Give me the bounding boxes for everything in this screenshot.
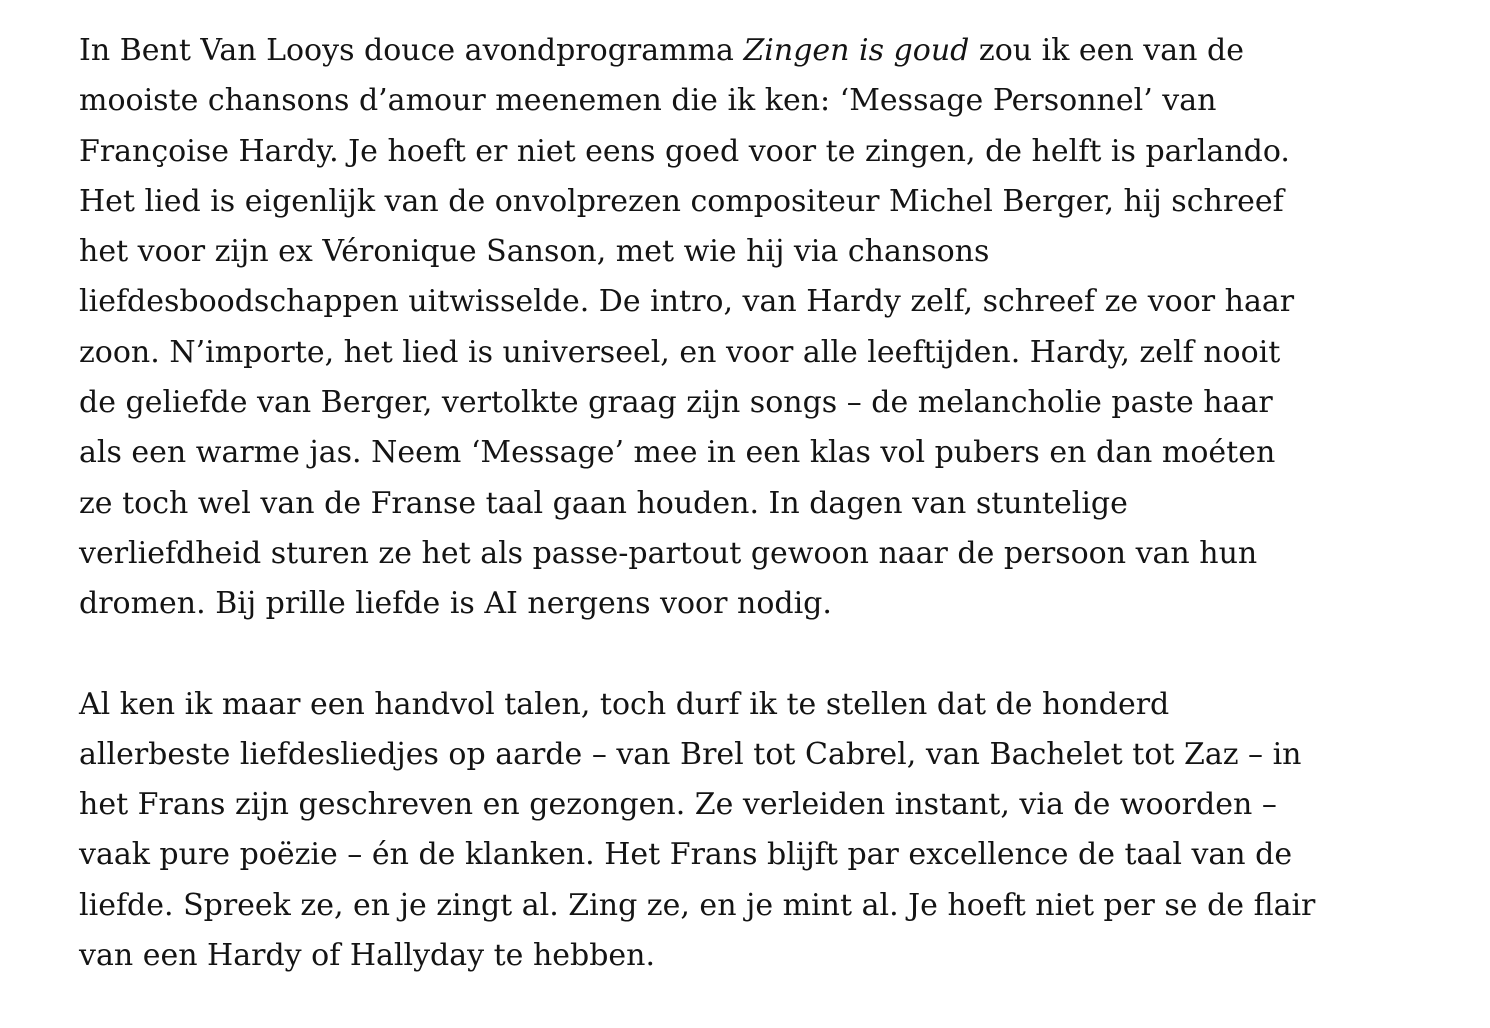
text-line: Al ken ik maar een handvol talen, toch durf ik te stellen dat de honderd (79, 686, 1170, 722)
paragraph-hardy-message-personnel (79, 26, 1359, 630)
text-line: Françoise Hardy. Je hoeft er niet eens goed voor te zingen, de helft is parlando. (79, 133, 1290, 169)
text-line: zoon. N’importe, het lied is universeel, en voor alle leeftijden. Hardy, zelf nooit (79, 334, 1281, 370)
text-segment: In Bent Van Looys douce avondprogramma (79, 33, 744, 68)
text-line: het voor zijn ex Véronique Sanson, met wie hij via chansons (79, 234, 990, 270)
text-line: liefdesboodschappen uitwisselde. De intro, van Hardy zelf, schreef ze voor haar (79, 284, 1295, 320)
text-line: mooiste chansons d’amour meenemen die ik ken: ‘Message Personnel’ van (79, 83, 1217, 119)
text-line: allerbeste liefdesliedjes op aarde – van Brel tot Cabrel, van Bachelet tot Zaz – in (79, 736, 1302, 772)
text-line: Het lied is eigenlijk van de onvolprezen compositeur Michel Berger, hij schreef (79, 183, 1284, 219)
paragraph-french-love-songs (79, 680, 1359, 982)
text-line (79, 26, 1359, 76)
text-line: van een Hardy of Hallyday te hebben. (79, 938, 656, 974)
text-line: dromen. Bij prille liefde is AI nergens voor nodig. (79, 586, 832, 622)
text-line: liefde. Spreek ze, en je zingt al. Zing ze, en je mint al. Je hoeft niet per se de flair (79, 887, 1316, 923)
text-line: de geliefde van Berger, vertolkte graag zijn songs – de melancholie paste haar (79, 385, 1273, 421)
text-line: ze toch wel van de Franse taal gaan houden. In dagen van stuntelige (79, 485, 1128, 521)
text-line: verliefdheid sturen ze het als passe-partout gewoon naar de persoon van hun (79, 535, 1258, 571)
text-segment: zou ik een van de (969, 33, 1244, 68)
article-body (79, 26, 1359, 981)
text-line: als een warme jas. Neem ‘Message’ mee in een klas vol pubers en dan moéten (79, 435, 1276, 471)
program-title: Zingen is goud (743, 33, 970, 68)
text-line: vaak pure poëzie – én de klanken. Het Frans blijft par excellence de taal van de (79, 837, 1293, 873)
text-line: het Frans zijn geschreven en gezongen. Ze verleiden instant, via de woorden – (79, 787, 1277, 823)
